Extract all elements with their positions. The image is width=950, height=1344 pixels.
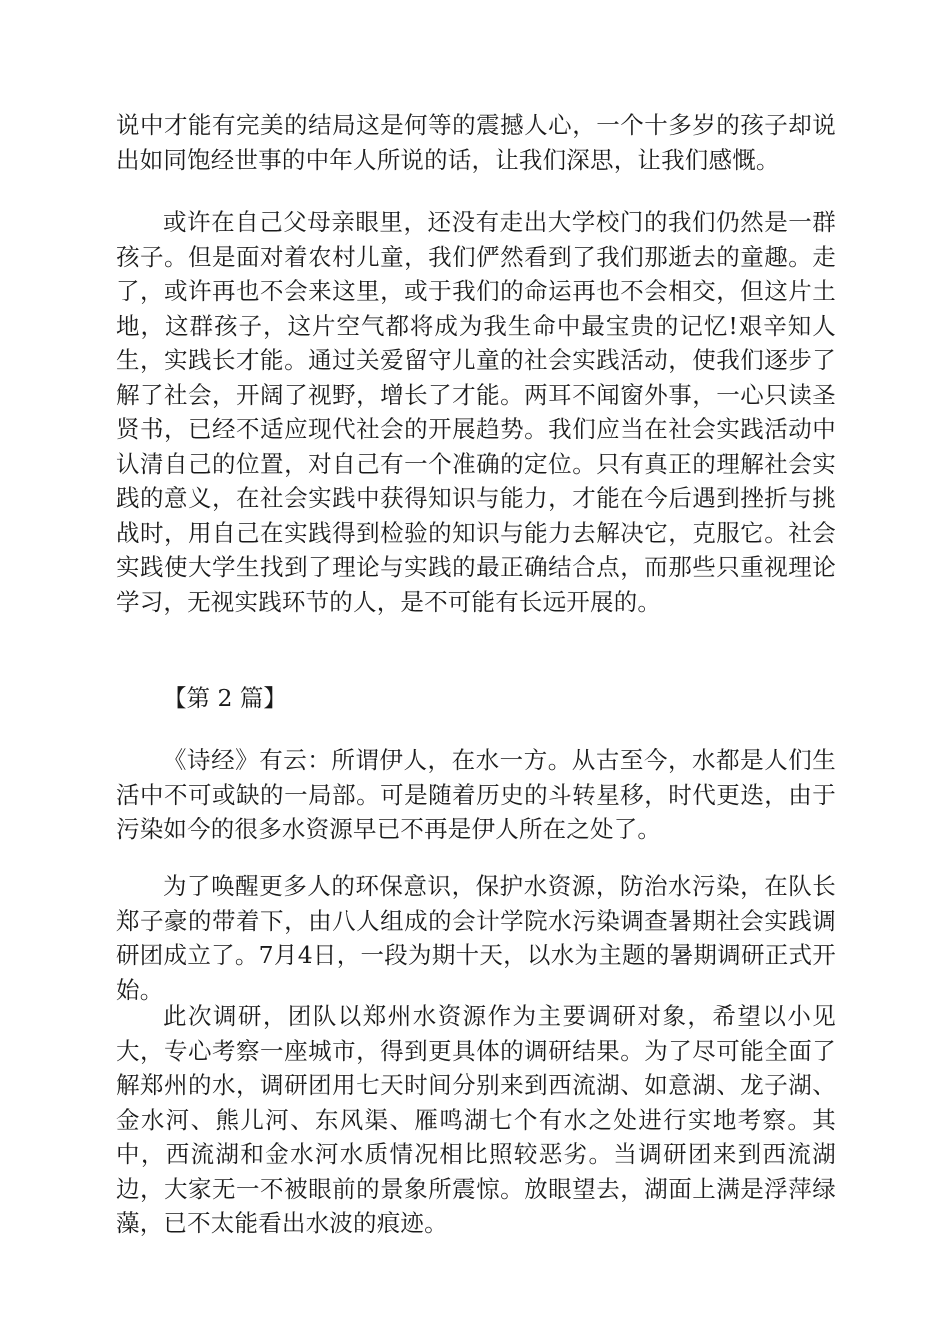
paragraph-shijing: 《诗经》有云：所谓伊人，在水一方。从古至今，水都是人们生活中不可或缺的一局部。可是随着历史的斗转星移，时代更迭，由于污染如今的很多水资源早已不再是伊人所在之处了。	[116, 746, 836, 843]
section-heading: 【第 2 篇】	[163, 684, 287, 712]
paragraph-continuation: 说中才能有完美的结局这是何等的震撼人心，一个十多岁的孩子却说出如同饱经世事的中年人所说的话，让我们深思，让我们感慨。	[116, 111, 836, 174]
paragraph-team-formation: 为了唤醒更多人的环保意识，保护水资源，防治水污染，在队长郑子豪的带着下，由八人组成的会计学院水污染调查暑期社会实践调研团成立了。7月4日，一段为期十天，以水为主题的暑期调研正式开始。	[116, 872, 836, 1004]
paragraph-reflection: 或许在自己父母亲眼里，还没有走出大学校门的我们仍然是一群孩子。但是面对着农村儿童，我们俨然看到了我们那逝去的童趣。走了，或许再也不会来这里，或于我们的命运再也不会相交，但这片土地，这群孩子，这片空气都将成为我生命中最宝贵的记忆!艰辛知人生，实践长才能。通过关爱留守儿童的社会实践活动，使我们逐步了解了社会，开阔了视野，增长了才能。两耳不闻窗外事，一心只读圣贤书，已经不适应现代社会的开展趋势。我们应当在社会实践活动中认清自己的位置，对自己有一个准确的定位。只有真正的理解社会实践的意义，在社会实践中获得知识与能力，才能在今后遇到挫折与挑战时，用自己在实践得到检验的知识与能力去解决它，克服它。社会实践使大学生找到了理论与实践的最正确结合点，而那些只重视理论学习，无视实践环节的人，是不可能有长远开展的。	[116, 208, 836, 616]
paragraph-investigation: 此次调研，团队以郑州水资源作为主要调研对象，希望以小见大，专心考察一座城市，得到更具体的调研结果。为了尽可能全面了解郑州的水，调研团用七天时间分别来到西流湖、如意湖、龙子湖、金水河、熊儿河、东风渠、雁鸣湖七个有水之处进行实地考察。其中，西流湖和金水河水质情况相比照较恶劣。当调研团来到西流湖边，大家无一不被眼前的景象所震惊。放眼望去，湖面上满是浮萍绿藻，已不太能看出水波的痕迹。	[116, 1002, 836, 1237]
